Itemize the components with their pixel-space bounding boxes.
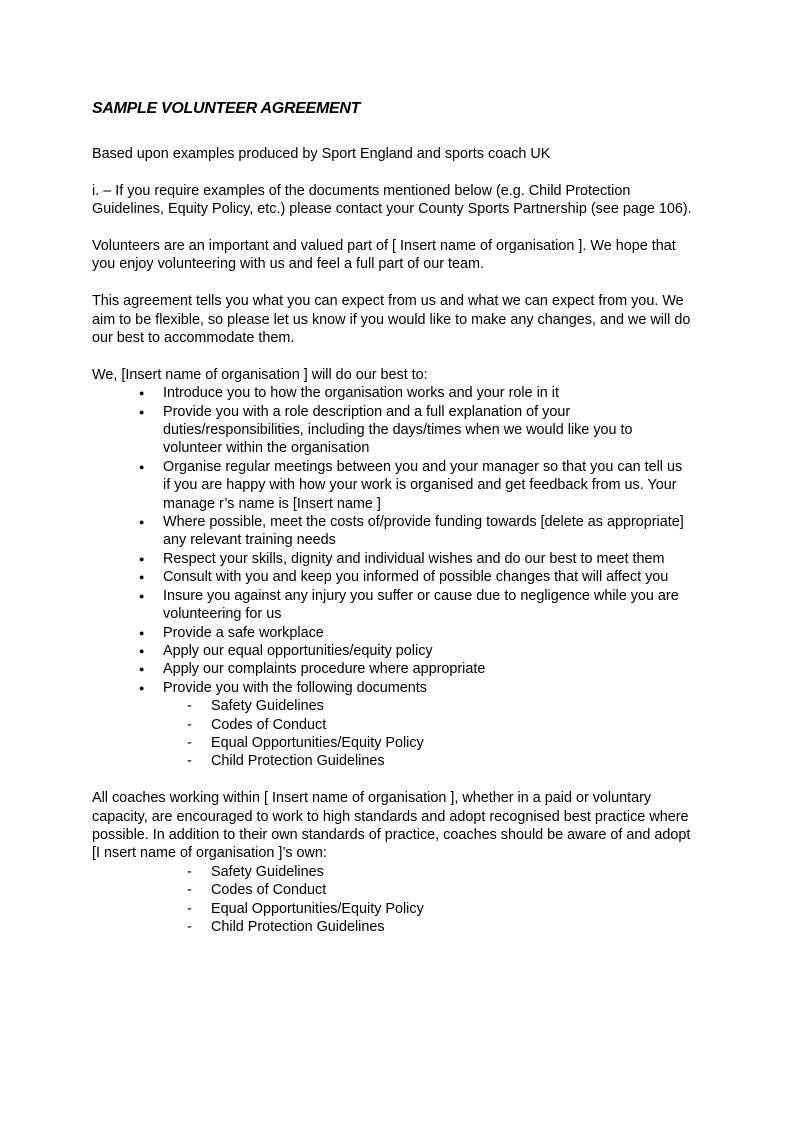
list-item: ● Apply our equal opportunities/equity policy [163, 642, 692, 660]
list-item: ● Provide you with a role description and a full explanation of your duties/responsibilities, including the days/times when we would like you to volunteer within the organisation [163, 403, 692, 458]
list-item: ● Respect your skills, dignity and individual wishes and do our best to meet them [163, 550, 692, 568]
agreement-paragraph: This agreement tells you what you can expect from us and what we can expect from you. We aim to be flexible, so please let us know if you would like to make any changes, and we will do our best to accommodate them. [92, 293, 691, 347]
list-item: ● Where possible, meet the costs of/provide funding towards [delete as appropriate] any relevant training needs [163, 513, 692, 550]
list-item: - Codes of Conduct [211, 716, 692, 734]
documents-list [163, 697, 692, 771]
document-page [92, 99, 692, 936]
list-item: - Equal Opportunities/Equity Policy [211, 734, 692, 752]
list-item: - Codes of Conduct [211, 881, 692, 899]
list-item: ● Apply our complaints procedure where appropriate [163, 660, 692, 678]
coaches-paragraph: All coaches working within [ Insert name of organisation ], whether in a paid or voluntary capacity, are encouraged to work to high standards and adopt recognised best practice where possible. In addition to their own standards of practice, coaches should be aware of and adopt [I nsert name of organisation ]’s own: [92, 790, 691, 862]
list-item: - Child Protection Guidelines [211, 752, 692, 770]
note-paragraph: i. – If you require examples of the documents mentioned below (e.g. Child Protection Guidelines, Equity Policy, etc.) please contact your County Sports Partnership (see page 106). [92, 182, 692, 218]
list-item: ● Provide a safe workplace [163, 624, 692, 642]
list-item: - Child Protection Guidelines [211, 918, 692, 936]
commitments-intro: We, [Insert name of organisation ] will do our best to: [92, 366, 428, 383]
volunteers-paragraph: Volunteers are an important and valued part of [ Insert name of organisation ]. We hope that you enjoy volunteering with us and feel a full part of our team. [92, 238, 676, 273]
list-item: - Safety Guidelines [211, 697, 692, 715]
list-item [163, 679, 692, 771]
intro-paragraph: Based upon examples produced by Sport England and sports coach UK [92, 146, 551, 162]
document-title: SAMPLE VOLUNTEER AGREEMENT [92, 100, 361, 117]
list-item: ● Consult with you and keep you informed of possible changes that will affect you [163, 568, 692, 586]
list-item: ● Introduce you to how the organisation works and your role in it [163, 384, 692, 402]
list-item: ● Organise regular meetings between you and your manager so that you can tell us if you are happy with how your work is organised and get feedback from us. Your manage r’s name is [Insert name ] [163, 458, 692, 513]
list-item: - Equal Opportunities/Equity Policy [211, 900, 692, 918]
list-item-label: Provide you with the following documents [163, 679, 427, 696]
list-item: ● Insure you against any injury you suffer or cause due to negligence while you are volunteering for us [163, 587, 692, 624]
commitments-list [92, 384, 692, 771]
list-item: - Safety Guidelines [211, 863, 692, 881]
coaches-documents-list [92, 863, 692, 937]
